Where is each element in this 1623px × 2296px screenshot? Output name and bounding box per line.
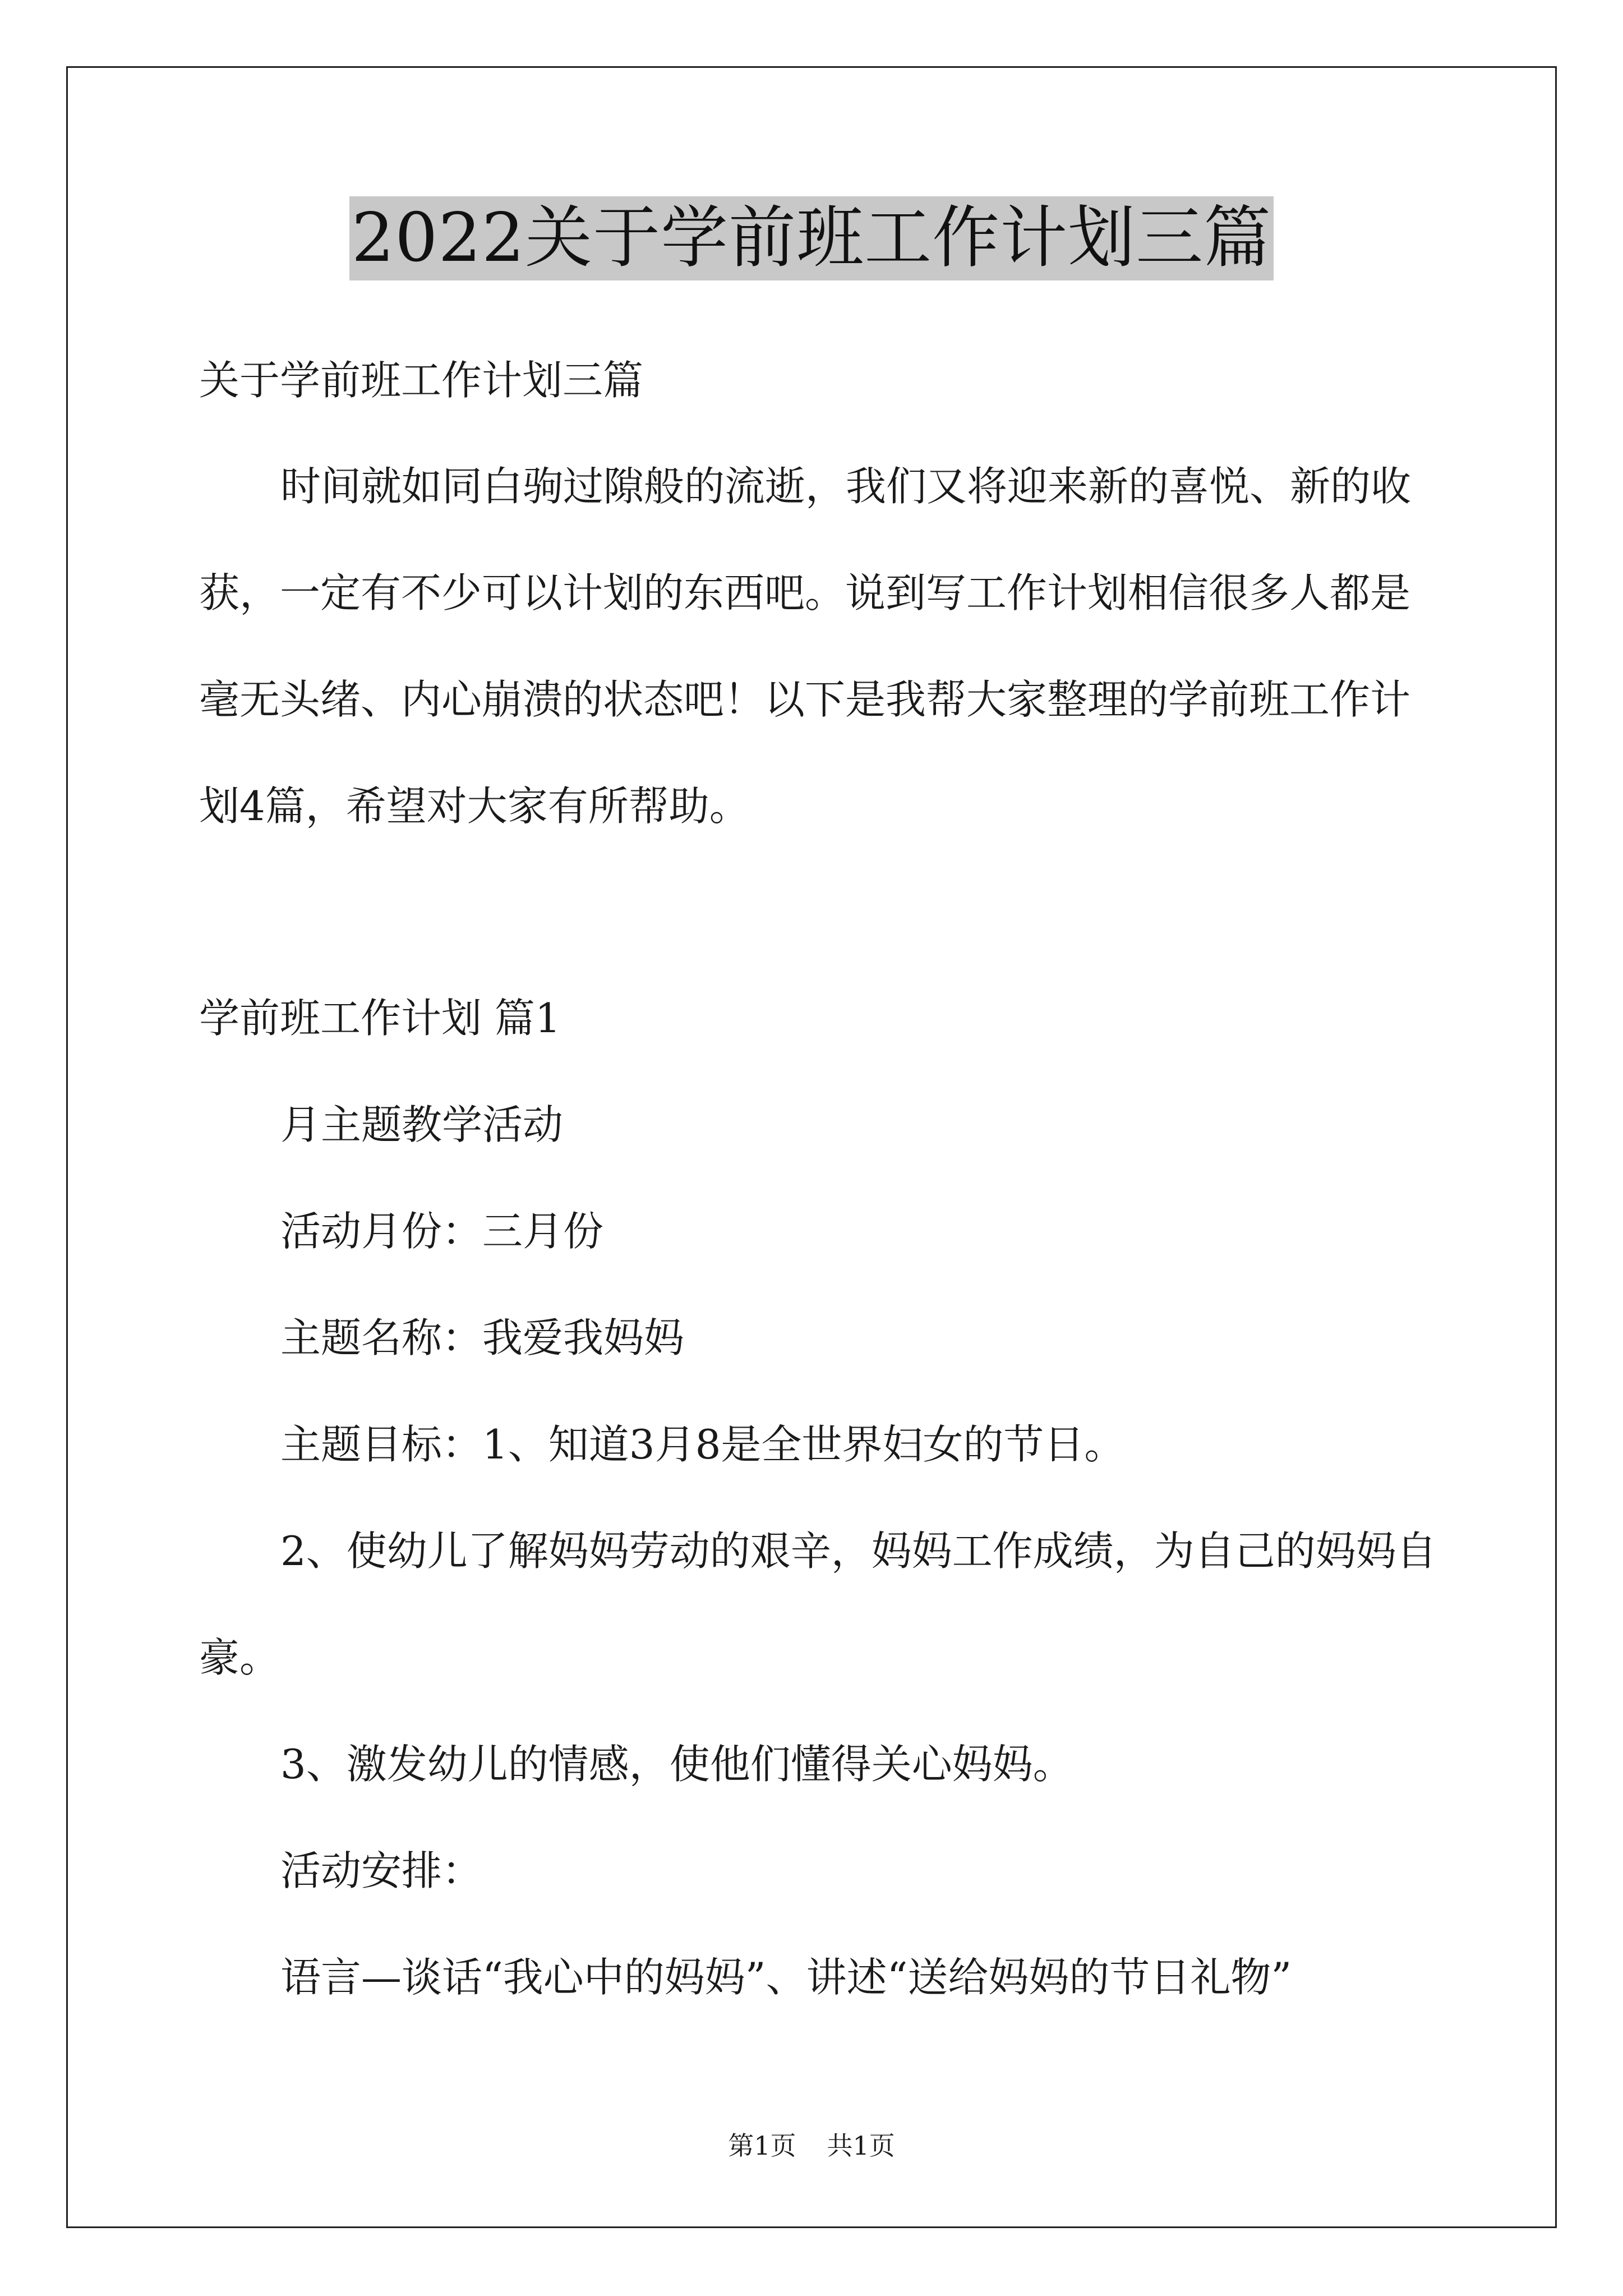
body-line-9: 语言—谈话“我心中的妈妈”、讲述“送给妈妈的节日礼物” xyxy=(280,1954,1292,2001)
section-heading: 学前班工作计划 篇1 xyxy=(199,995,561,1042)
intro-line-4: 划4篇，希望对大家有所帮助。 xyxy=(199,783,750,830)
body-line-6: 豪。 xyxy=(199,1634,280,1681)
body-line-5: 2、使幼儿了解妈妈劳动的艰辛，妈妈工作成绩，为自己的妈妈自 xyxy=(280,1527,1437,1575)
document-subtitle: 关于学前班工作计划三篇 xyxy=(199,357,644,404)
page-total: 共1页 xyxy=(827,2131,895,2161)
intro-line-2: 获，一定有不少可以计划的东西吧。说到写工作计划相信很多人都是 xyxy=(199,569,1411,616)
body-line-7: 3、激发幼儿的情感，使他们懂得关心妈妈。 xyxy=(280,1741,1073,1788)
body-line-8: 活动安排： xyxy=(280,1847,483,1894)
body-line-1: 月主题教学活动 xyxy=(280,1101,564,1148)
intro-line-1: 时间就如同白驹过隙般的流逝，我们又将迎来新的喜悦、新的收 xyxy=(280,463,1412,510)
page-footer xyxy=(0,2129,1623,2162)
body-line-2: 活动月份：三月份 xyxy=(280,1208,604,1255)
document-title: 2022关于学前班工作计划三篇 xyxy=(349,196,1274,280)
page-number: 第1页 xyxy=(728,2131,796,2161)
body-line-4: 主题目标：1、知道3月8是全世界妇女的节日。 xyxy=(280,1421,1125,1468)
body-line-3: 主题名称：我爱我妈妈 xyxy=(280,1314,685,1361)
title-container xyxy=(0,196,1623,280)
intro-line-3: 毫无头绪、内心崩溃的状态吧！以下是我帮大家整理的学前班工作计 xyxy=(199,676,1411,723)
